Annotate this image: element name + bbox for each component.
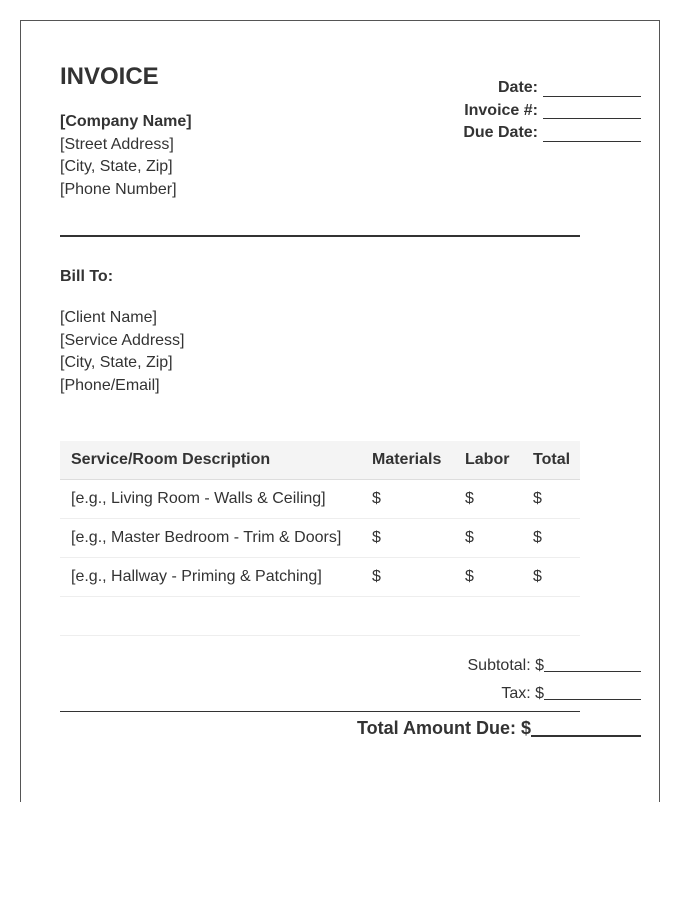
table-row [60,480,580,519]
client-contact: [Phone/Email] [60,376,160,394]
row-description[interactable]: [e.g., Hallway - Priming & Patching] [60,558,361,597]
row-total[interactable]: $ [522,480,580,519]
tax-field[interactable] [501,683,641,703]
row-materials[interactable] [361,597,454,636]
company-phone: [Phone Number] [60,180,177,198]
row-labor[interactable]: $ [454,519,522,558]
row-total[interactable]: $ [522,519,580,558]
company-name: [Company Name] [60,113,192,130]
row-total[interactable]: $ [522,558,580,597]
header-divider [60,235,580,237]
bill-to-label: Bill To: [60,268,114,285]
row-labor[interactable]: $ [454,480,522,519]
row-materials[interactable]: $ [361,558,454,597]
table-row [60,558,580,597]
due-date-label: Due Date: [463,124,538,141]
row-labor[interactable]: $ [454,558,522,597]
total-due-blank-line[interactable] [531,717,641,737]
date-label: Date: [497,79,538,96]
subtotal-label: Subtotal: $ [467,657,544,674]
row-description[interactable]: [e.g., Master Bedroom - Trim & Doors] [60,519,361,558]
totals-divider [60,711,580,712]
due-date-field[interactable] [463,122,641,145]
company-info [60,111,192,201]
line-items-table [60,441,580,636]
row-labor[interactable] [454,597,522,636]
client-name: [Client Name] [60,309,157,326]
tax-label: Tax: $ [501,685,544,702]
row-materials[interactable]: $ [361,480,454,519]
header-materials: Materials [361,441,454,480]
header-total: Total [522,441,580,480]
row-description[interactable] [60,597,361,636]
row-description[interactable]: [e.g., Living Room - Walls & Ceiling] [60,480,361,519]
client-city: [City, State, Zip] [60,354,173,371]
company-street: [Street Address] [60,135,174,153]
client-address: [Service Address] [60,331,185,349]
total-due-label: Total Amount Due: $ [357,718,531,738]
subtotal-field[interactable] [468,655,642,675]
invoice-number-field[interactable] [463,100,641,123]
invoice-number-label: Invoice #: [464,101,538,119]
header-description: Service/Room Description [60,441,361,480]
date-field[interactable] [463,77,641,100]
due-date-blank-line[interactable] [543,125,641,142]
tax-blank-line[interactable] [544,683,641,700]
total-due-field[interactable] [357,717,641,739]
header-labor: Labor [454,441,522,480]
invoice-meta [463,77,641,145]
row-total[interactable] [522,597,580,636]
table-header-row [60,441,580,480]
invoice-title: INVOICE [60,63,159,90]
table-row [60,519,580,558]
invoice-number-blank-line[interactable] [543,102,641,119]
subtotal-blank-line[interactable] [544,655,641,672]
row-materials[interactable]: $ [361,519,454,558]
date-blank-line[interactable] [543,80,641,97]
company-city: [City, State, Zip] [60,158,173,175]
table-row-empty [60,597,580,636]
client-info [60,307,185,397]
